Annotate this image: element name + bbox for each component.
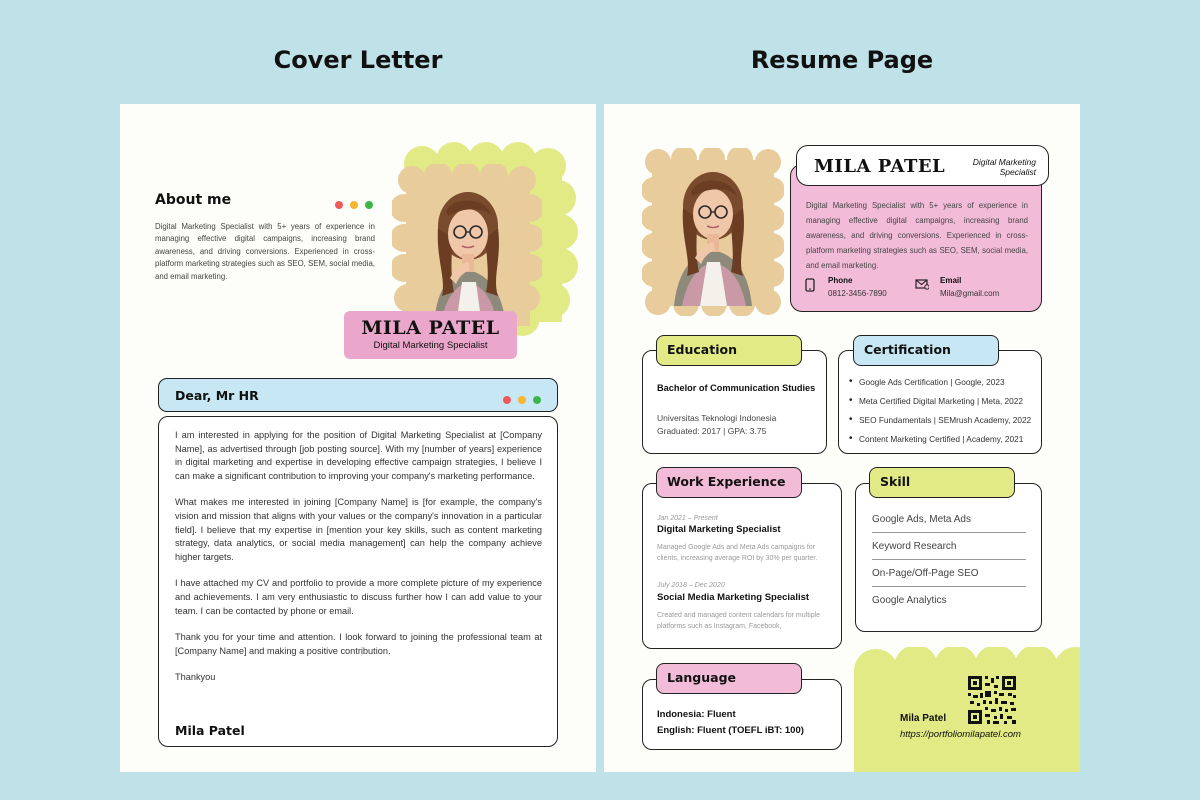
about-title: About me	[155, 192, 232, 208]
education-title: Education	[656, 335, 802, 366]
letter-closing: Thankyou	[175, 672, 216, 683]
footer-name: Mila Patel	[900, 713, 947, 724]
job-2-desc: Created and managed content calendars for multiple platforms such as Instagram, Facebook,	[657, 612, 821, 630]
skill-title: Skill	[869, 467, 1015, 498]
portfolio-url[interactable]: https://portfoliomilapatel.com	[900, 729, 1021, 740]
letter-body	[158, 416, 558, 747]
greeting-dots	[496, 391, 541, 409]
email-label: Email	[940, 276, 962, 285]
green-dot-icon	[365, 201, 373, 209]
job-1-desc: Managed Google Ads and Meta Ads campaigns for clients, increasing average ROI by 30% per quarter.	[657, 544, 818, 562]
certification-item: • Google Ads Certification | Google, 2023	[849, 377, 1031, 387]
window-dots	[328, 196, 373, 214]
job-1-date: Jan 2021 – Present	[657, 515, 718, 522]
work-title: Work Experience	[656, 467, 802, 498]
resume-name: MILA PATEL	[814, 156, 946, 177]
resume-summary: Digital Marketing Specialist with 5+ years of experience in managing effective digital campaigns, increasing brand awareness, and driving conversions. Experienced in cross-platform marketing strategies such as SEO, SEM, social media, and email marketing.	[806, 201, 1028, 270]
resume-name-header	[796, 145, 1049, 186]
phone-label: Phone	[828, 276, 853, 285]
letter-paragraph-2: What makes me interested in joining [Company Name] is [for example, the company's vision and mission that aligns with your values or the company's innovation in a particular field]. I believe that my expertise in [mention your key skills, such as content marketing strategy, data analytics, or social media management] can help the company achieve higher targets.	[175, 497, 542, 562]
job-2-date: July 2018 – Dec 2020	[657, 582, 725, 589]
email-icon	[915, 278, 929, 290]
certification-item: • Content Marketing Certified | Academy, 2021	[849, 434, 1031, 444]
certification-item: • Meta Certified Digital Marketing | Meta, 2022	[849, 396, 1031, 406]
language-item: English: Fluent (TOEFL iBT: 100)	[657, 725, 804, 736]
language-item: Indonesia: Fluent	[657, 709, 736, 720]
work-box	[642, 483, 842, 649]
education-school: Universitas Teknologi Indonesia	[657, 413, 777, 423]
footer-wavy-shape	[854, 647, 1080, 772]
skill-item: Google Ads, Meta Ads	[872, 506, 1026, 533]
letter-paragraph-3: I have attached my CV and portfolio to provide a more complete picture of my experience and achievements. I am very enthusiastic to discuss further how I can add value to your team. I can be contacted by phone or email.	[175, 578, 542, 616]
email-value: Mila@gmail.com	[940, 289, 1000, 298]
skill-item: Keyword Research	[872, 533, 1026, 560]
green-dot-icon	[533, 396, 541, 404]
red-dot-icon	[503, 396, 511, 404]
cover-letter-heading: Cover Letter	[273, 46, 443, 74]
red-dot-icon	[335, 201, 343, 209]
cover-letter-page	[120, 104, 596, 772]
letter-paragraph-1: I am interested in applying for the position of Digital Marketing Specialist at [Company Name], as advertised through [job posting source]. With my [number of years] experience in digital marketing and expertise in developing effective campaign strategies, I believe I can make a significant contribution to improving your company's marketing performance.	[175, 430, 542, 481]
language-title: Language	[656, 663, 802, 694]
letter-paragraph-4: Thank you for your time and attention. I look forward to joining the professional team at [Company Name] and making a positive contribution.	[175, 632, 542, 656]
certification-list	[849, 377, 1031, 453]
job-2-position: Social Media Marketing Specialist	[657, 592, 810, 603]
phone-value: 0812-3456-7890	[828, 289, 887, 298]
profile-photo	[406, 178, 530, 326]
education-graduated: Graduated: 2017 | GPA: 3.75	[657, 426, 767, 436]
phone-icon	[805, 278, 815, 292]
greeting-bar	[158, 378, 558, 412]
skill-list	[872, 506, 1026, 613]
resume-page-heading: Resume Page	[750, 46, 934, 74]
about-text: Digital Marketing Specialist with 5+ years of experience in managing effective digital campaigns, increasing brand awareness, and driving conversions. Experienced in cross-platform marketing strategies such as SEO, SEM, social media, and email marketing.	[155, 222, 375, 281]
qr-code-icon	[968, 676, 1016, 724]
name-title: MILA PATEL	[361, 317, 500, 339]
resume-role: Digital Marketing Specialist	[972, 157, 1036, 177]
role-subtitle: Digital Marketing Specialist	[373, 340, 488, 351]
skill-item: Google Analytics	[872, 595, 947, 606]
skill-box	[855, 483, 1042, 632]
yellow-dot-icon	[518, 396, 526, 404]
education-degree: Bachelor of Communication Studies	[657, 383, 816, 393]
certification-title: Certification	[853, 335, 999, 366]
name-badge	[344, 311, 517, 359]
greeting-text: Dear, Mr HR	[175, 388, 259, 403]
yellow-dot-icon	[350, 201, 358, 209]
skill-item: On-Page/Off-Page SEO	[872, 560, 1026, 587]
resume-page	[604, 104, 1080, 772]
certification-item: • SEO Fundamentals | SEMrush Academy, 2022	[849, 415, 1031, 425]
resume-profile-photo	[652, 160, 774, 306]
summary-card	[790, 164, 1042, 312]
letter-signature: Mila Patel	[175, 723, 245, 738]
job-1-position: Digital Marketing Specialist	[657, 524, 781, 535]
